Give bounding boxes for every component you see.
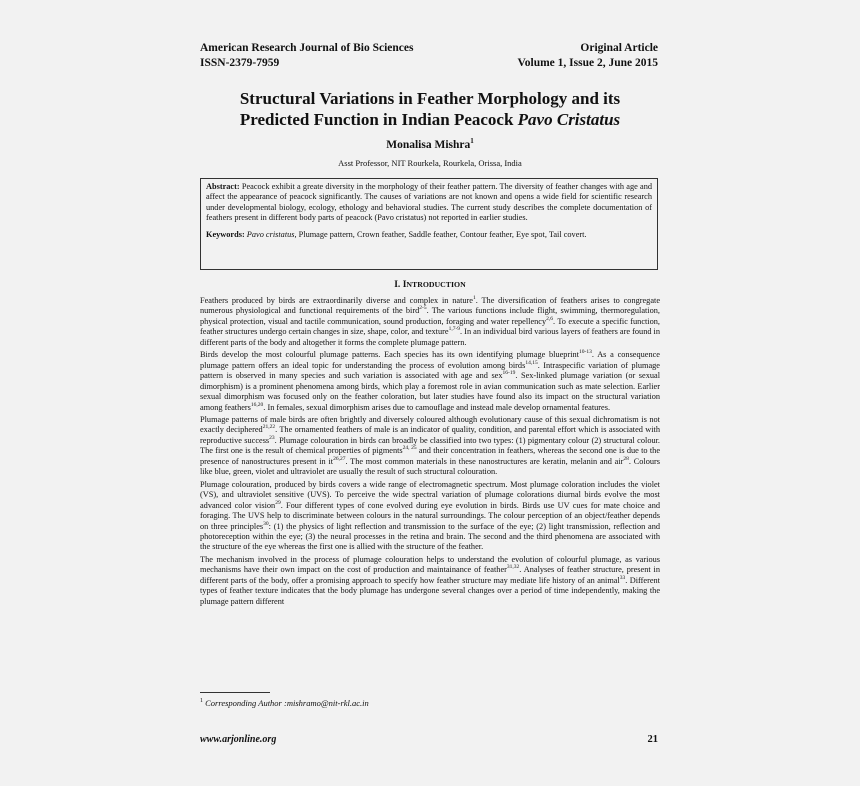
title-line-1: Structural Variations in Feather Morphology and its bbox=[239, 89, 621, 108]
paragraph-1 bbox=[200, 296, 660, 348]
abstract-box bbox=[200, 178, 658, 270]
abstract-label: Abstract: bbox=[206, 182, 240, 191]
page-number: 21 bbox=[647, 734, 658, 745]
text-run: . Colours like blue, green, violet and ultraviolet are usually the result of such structural colouration. bbox=[200, 456, 660, 477]
footnote-text: Corresponding Author :mishramo@nit-rkl.ac.in bbox=[203, 698, 369, 708]
footnote-marker: 1 bbox=[200, 698, 203, 705]
citation: 2,6 bbox=[546, 316, 554, 323]
citation: 26,27 bbox=[333, 456, 346, 463]
section-number: I. bbox=[394, 280, 403, 290]
citation: 31,32 bbox=[506, 564, 520, 571]
title-species: Pavo Cristatus bbox=[517, 110, 621, 129]
citation: 30 bbox=[263, 520, 269, 527]
text-run: and their concentration in feathers, whereas the second one is due to the presence of nanostructures present in it bbox=[200, 446, 661, 466]
text-run: . To execute a specific function, feather structures undergo certain changes in size, shape, color, and texture bbox=[200, 316, 660, 337]
text-run: : (1) the physics of light reflection and transmission to the surface of the eye; (2) light transmission, reflection and photoreception within the eye; (3) the neural processes in the retina and brain. The second and the third phenomena are associated with the structure of the eye whereas the first one is allied with the structure of the feather. bbox=[200, 521, 660, 552]
text-run: . The ornamented feathers of male is an indicator of quality, condition, and parental effort which is associated with reproductive success bbox=[200, 425, 661, 445]
author bbox=[200, 137, 660, 151]
section-first-letter: I bbox=[402, 280, 407, 290]
citation: 23 bbox=[269, 435, 275, 442]
footnote bbox=[200, 698, 369, 708]
keywords-text: , Plumage pattern, Crown feather, Saddle feather, Contour feather, Eye spot, Tail covert. bbox=[294, 229, 587, 239]
section-heading bbox=[200, 280, 660, 290]
text-run: . Analyses of feather structure, present in different parts of the body, offer a promising approach to specify how feather structure may mediate life history of an animal bbox=[200, 565, 661, 585]
citation: 10-13 bbox=[578, 349, 592, 356]
citation: 16,20 bbox=[250, 401, 264, 408]
body-text bbox=[200, 296, 660, 609]
text-run: . Plumage colouration in birds can broadly be classified into two types: (1) pigmentary colour (2) structural colour. The first one is the result of chemical properties of pigments bbox=[200, 435, 660, 456]
citation: 1,7-9 bbox=[448, 326, 461, 333]
paragraph-4 bbox=[200, 480, 660, 553]
citation: 14,15 bbox=[525, 359, 538, 366]
citation: 1 bbox=[473, 295, 476, 302]
text-run: . The diversification of feathers arises to congregate numerous physiological and functional requirements of the bird bbox=[200, 296, 661, 316]
footnote-rule bbox=[200, 692, 270, 693]
text-run: The mechanism involved in the process of plumage colouration helps to understand the evolution of colourful plumage, as various mechanisms have their own impact on the cost of production and maintainance of feather bbox=[200, 554, 660, 575]
citation: 21,22 bbox=[262, 424, 276, 431]
text-run: Feathers produced by birds are extraordinarily diverse and complex in nature bbox=[200, 296, 473, 305]
paragraph-2 bbox=[200, 350, 660, 413]
section-rest: NTRODUCTION bbox=[406, 280, 466, 289]
text-run: . In an individual bird various layers of feathers are found in different parts of the body and altogether it forms the complete plumage pattern. bbox=[200, 327, 661, 347]
text-run: . Sex-linked plumage variation (or sexual dimorphism) is a prominent phenomena among birds, which play a foremost role in avian communication such as mate selection. Earlier sexual dimorphism was focused only on the feather coloration, but later studies have found also its impact on the structural variation among feathers bbox=[200, 371, 660, 412]
keywords bbox=[206, 230, 652, 240]
author-marker: 1 bbox=[470, 137, 474, 145]
text-run: Birds develop the most colourful plumage patterns. Each species has its own identifying plumage blueprint bbox=[200, 350, 579, 360]
citation: 28 bbox=[623, 456, 629, 463]
article-type: Original Article bbox=[580, 42, 658, 54]
footer-website: www.arjonline.org bbox=[200, 734, 277, 745]
paragraph-3 bbox=[200, 415, 660, 478]
text-run: . The most common materials in these nanostructures are keratin, melanin and air bbox=[345, 456, 624, 466]
citation: 24, 25 bbox=[402, 445, 417, 452]
citation: 2-5 bbox=[419, 305, 427, 312]
text-run: . Four different types of cone evolved during eye evolution in birds. Birds use UV cues for mate choice and foraging. The UVS help to discriminate between colours in the natural surroundings. The colour perception of an object/feather depends on three principles bbox=[200, 500, 660, 531]
keywords-label: Keywords: bbox=[206, 229, 245, 239]
text-run: Plumage colouration, produced by birds covers a wide range of electromagnetic spectrum. Most plumage coloration includes the violet (VS), and ultraviolet sensitive (UVS). To perceive the wide spectral variation of plumage colorations diurnal birds evolve the most advanced color vision bbox=[200, 479, 660, 510]
citation: 16-19 bbox=[502, 370, 516, 377]
author-name: Monalisa Mishra bbox=[386, 138, 471, 151]
text-run: . Intraspecific variation of plumage pattern is observed in many species and such variation is associated with age and sex bbox=[200, 360, 660, 381]
text-run: . As a consequence plumage pattern offers an ideal topic for understanding the process of evolution among birds bbox=[200, 350, 660, 370]
keywords-italic: Pavo cristatus bbox=[244, 229, 295, 239]
issn: ISSN-2379-7959 bbox=[200, 57, 280, 69]
paragraph-5 bbox=[200, 555, 660, 607]
abstract bbox=[206, 182, 652, 224]
citation: 29 bbox=[275, 499, 281, 506]
text-run: . The various functions include flight, swimming, thermoregulation, physical protection, visual and tactile communication, sound production, foraging and water repellency bbox=[200, 306, 660, 326]
abstract-text: Peacock exhibit a greate diversity in the morphology of their feather pattern. The diversity of feather changes with age and affect the appearance of peacock significantly. The causes of variations are not known and opens a wide field for scientific research under developmental biology, ecology, ethology and behavioral studies. The current study describes the complete documentation of feathers present in different body parts of peacock (Pavo cristatus) not reported in earlier studies. bbox=[206, 182, 652, 223]
citation: 33 bbox=[619, 575, 626, 582]
journal-name: American Research Journal of Bio Sciences bbox=[200, 42, 414, 54]
affiliation: Asst Professor, NIT Rourkela, Rourkela, Orissa, India bbox=[338, 158, 522, 168]
paper-title bbox=[200, 88, 660, 130]
text-run: . Different types of feather texture indicates that the body plumage has undergone several changes over a period of time independently, making the plumage pattern different bbox=[200, 575, 660, 606]
title-line-2: Predicted Function in Indian Peacock bbox=[239, 110, 518, 129]
volume-issue: Volume 1, Issue 2, June 2015 bbox=[517, 57, 658, 69]
text-run: Plumage patterns of male birds are often brightly and diversely coloured although evolutionary cause of this sexual dichromatism is not exactly deciphered bbox=[200, 414, 660, 435]
text-run: . In females, sexual dimorphism arises due to camouflage and instead male develop ornamental features. bbox=[263, 402, 611, 412]
